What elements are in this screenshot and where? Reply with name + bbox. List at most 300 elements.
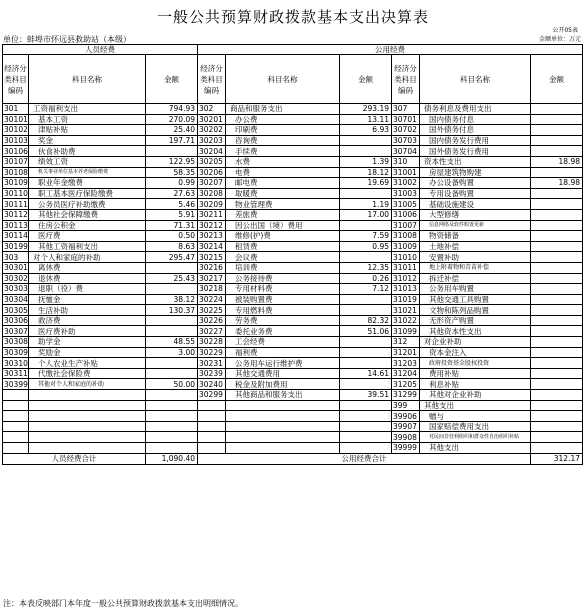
code-cell: 30311 [4,369,28,379]
name-cell: 国内债务付息 [420,114,531,125]
amount-cell [340,146,392,157]
code-cell: 30303 [4,284,28,294]
column-header-name: 科目名称 [226,55,340,104]
name-cell: 生活补助 [29,305,146,316]
name-cell: 文物和陈列品购置 [420,305,531,316]
code-cell: 30240 [198,379,226,390]
table-row [3,305,583,316]
amount-cell: 1.19 [340,199,392,210]
name-cell: 其他对企业补助 [420,390,531,401]
name-cell: 基本工资 [29,114,146,125]
code-cell: 30226 [198,315,226,326]
code-cell: 30225 [198,305,226,316]
name-cell: 办公费 [226,114,340,125]
code-cell: 30209 [198,199,226,210]
name-cell [226,443,340,454]
table-row [3,178,583,189]
amount-cell [146,262,198,273]
code-cell: 30227 [198,326,226,337]
amount-cell [146,358,198,369]
column-header-amount: 金额 [340,55,392,104]
amount-cell: 8.63 [146,241,198,252]
name-cell: 职工基本医疗保险缴费 [29,188,146,199]
column-header-amount: 金额 [531,55,583,104]
name-cell: 个人农业生产补贴 [29,358,146,369]
amount-cell: 51.06 [340,326,392,337]
code-cell: 31203 [392,358,420,369]
money-unit-label: 金额单位：万元 [538,36,581,43]
name-cell: 办公设备购置 [420,178,531,189]
amount-cell [531,379,583,390]
personnel-total-label: 人员经费合计 [3,453,146,464]
table-row [3,379,583,390]
code-cell: 30103 [4,136,28,146]
amount-cell: 197.71 [146,135,198,146]
amount-cell [531,199,583,210]
code-cell: 310 [392,156,420,167]
name-cell: 其他对个人和家庭的补助 [29,379,146,390]
table-row [3,390,583,401]
amount-cell: 38.12 [146,294,198,305]
name-cell: 税金及附加费用 [226,379,340,390]
personnel-section-header: 人员经费 [3,45,198,55]
code-cell: 31013 [392,284,420,295]
code-cell: 31205 [392,379,420,390]
name-cell: 其他支出 [420,400,531,411]
table-row [3,135,583,146]
amount-cell: 17.00 [340,209,392,220]
totals-row [3,453,583,464]
code-cell: 31019 [392,294,420,305]
code-cell: 30703 [392,135,420,146]
amount-cell: 39.51 [340,390,392,401]
name-cell: 公务用车运行维护费 [226,358,340,369]
code-cell [3,443,29,454]
public-total-value: 312.17 [531,453,583,464]
code-cell [3,421,29,432]
code-cell: 30199 [4,242,28,252]
name-cell: 公务用车购置 [420,284,531,295]
name-cell: 邮电费 [226,178,340,189]
amount-cell [340,421,392,432]
amount-cell [531,241,583,252]
table-row [3,146,583,157]
amount-cell [531,368,583,379]
code-cell: 30399 [4,379,28,389]
amount-cell: 0.50 [146,231,198,242]
code-cell: 30101 [4,114,28,124]
amount-cell [146,284,198,295]
name-cell: 伙食补助费 [29,146,146,157]
amount-cell [531,104,583,115]
code-cell: 30310 [4,358,28,368]
code-cell: 30224 [198,294,226,305]
table-row [3,443,583,454]
public-section-header: 公用经费 [198,45,583,55]
amount-cell: 12.35 [340,262,392,273]
amount-cell [340,337,392,348]
code-cell: 31001 [392,167,420,178]
table-row [3,315,583,326]
name-cell: 房屋建筑物购建 [420,167,531,178]
code-cell [198,421,226,432]
column-header-name: 科目名称 [29,55,146,104]
column-header-code: 经济分类科目编码 [392,55,420,104]
code-cell: 30215 [198,252,226,263]
code-cell: 30106 [4,146,28,156]
name-cell: 退职（役）费 [29,284,146,295]
name-cell [226,432,340,443]
name-cell: 助学金 [29,337,146,348]
name-cell: 其他社会保障缴费 [29,209,146,220]
table-row [3,358,583,369]
code-cell: 302 [198,104,226,115]
name-cell: 医疗费 [29,231,146,242]
table-row [3,273,583,284]
code-cell: 39906 [392,411,420,422]
code-cell: 301 [3,104,29,115]
code-cell: 39908 [392,432,420,443]
table-row [3,114,583,125]
amount-cell: 82.32 [340,315,392,326]
amount-cell: 13.11 [340,114,392,125]
personnel-total-value: 1,090.40 [146,453,198,464]
name-cell: 代缴社会保险费 [29,368,146,379]
name-cell: 拆迁补偿 [420,273,531,284]
form-number: 公开05表 [552,27,578,34]
table-row [3,421,583,432]
code-cell: 30239 [198,368,226,379]
name-cell: 租赁费 [226,241,340,252]
amount-cell: 122.95 [146,156,198,167]
name-cell: 抚恤金 [29,294,146,305]
amount-cell: 25.40 [146,125,198,136]
report-title: 一般公共预算财政拨款基本支出决算表 [156,8,429,26]
code-cell: 30309 [4,347,28,357]
amount-cell [340,358,392,369]
amount-cell [340,443,392,454]
code-cell: 30207 [198,178,226,189]
table-row [3,400,583,411]
name-cell: 对企业补助 [420,337,531,348]
name-cell [226,411,340,422]
amount-cell: 25.43 [146,273,198,284]
code-cell: 31011 [392,262,420,273]
name-cell: 电费 [226,167,340,178]
name-cell: 职业年金缴费 [29,178,146,189]
amount-cell [340,252,392,263]
amount-cell [146,411,198,422]
name-cell [29,443,146,454]
amount-cell: 18.98 [531,178,583,189]
name-cell: 公务接待费 [226,273,340,284]
name-cell: 手续费 [226,146,340,157]
name-cell: 退休费 [29,273,146,284]
name-cell: 其他工资福利支出 [29,241,146,252]
amount-cell [340,379,392,390]
code-cell: 30201 [198,114,226,125]
table-row [3,125,583,136]
name-cell: 水费 [226,156,340,167]
code-cell: 30113 [4,220,28,230]
name-cell: 国外债务发行费用 [420,146,531,157]
amount-cell [340,188,392,199]
name-cell: 物资储备 [420,231,531,242]
name-cell: 其他支出 [420,443,531,454]
code-cell: 30302 [4,273,28,283]
amount-cell [531,135,583,146]
name-cell: 专用设备购置 [420,188,531,199]
amount-cell [531,167,583,178]
code-cell: 30213 [198,231,226,242]
name-cell: 其他商品和服务支出 [226,390,340,401]
name-cell: 印刷费 [226,125,340,136]
name-cell: 福利费 [226,347,340,358]
amount-cell: 27.63 [146,188,198,199]
name-cell: 差旅费 [226,209,340,220]
name-cell: 被装购置费 [226,294,340,305]
column-header-code: 经济分类科目编码 [198,55,226,104]
table-row [3,104,583,115]
name-cell: 取暖费 [226,188,340,199]
code-cell: 39907 [392,421,420,432]
code-cell [198,443,226,454]
amount-cell [340,432,392,443]
code-cell: 30301 [4,263,28,273]
name-cell: 咨询费 [226,135,340,146]
name-cell: 其他交通费用 [226,368,340,379]
code-cell: 30205 [198,156,226,167]
code-cell [198,432,226,443]
column-header-name: 科目名称 [420,55,531,104]
name-cell: 救济费 [29,315,146,326]
name-cell: 机关事业单位基本养老保险缴费 [29,167,146,178]
name-cell [29,400,146,411]
code-cell: 31012 [392,273,420,284]
section-header-row [3,45,583,55]
code-cell: 31204 [392,368,420,379]
code-cell [198,411,226,422]
column-header-row [3,55,583,104]
table-row [3,284,583,295]
name-cell [226,421,340,432]
code-cell: 30218 [198,284,226,295]
code-cell: 30231 [198,358,226,369]
name-cell: 工资福利支出 [29,104,146,115]
name-cell: 信息网络及软件购置更新 [420,220,531,231]
code-cell [3,411,29,422]
amount-cell [531,315,583,326]
amount-cell [340,305,392,316]
amount-cell: 58.35 [146,167,198,178]
table-row [3,241,583,252]
amount-cell [146,368,198,379]
amount-cell: 6.93 [340,125,392,136]
amount-cell: 293.19 [340,104,392,115]
name-cell: 工会经费 [226,337,340,348]
name-cell: 住房公积金 [29,220,146,231]
amount-cell [531,294,583,305]
code-cell: 30111 [4,199,28,209]
code-cell: 30228 [198,337,226,348]
column-header-amount: 金额 [146,55,198,104]
footnote: 注：本表反映部门本年度一般公共预算财政拨款基本支出明细情况。 [3,599,243,608]
code-cell: 39999 [392,443,420,454]
name-cell: 劳务费 [226,315,340,326]
amount-cell: 7.59 [340,231,392,242]
amount-cell [531,188,583,199]
code-cell: 31009 [392,241,420,252]
amount-cell: 794.93 [146,104,198,115]
amount-cell [531,262,583,273]
name-cell: 资本性支出 [420,156,531,167]
name-cell: 医疗费补助 [29,326,146,337]
table-row [3,167,583,178]
amount-cell [531,443,583,454]
amount-cell: 71.31 [146,220,198,231]
name-cell: 专用燃料费 [226,305,340,316]
table-row [3,252,583,263]
code-cell: 30208 [198,188,226,199]
amount-cell [340,411,392,422]
amount-cell [531,421,583,432]
code-cell: 30211 [198,209,226,220]
code-cell: 30107 [4,157,28,167]
code-cell: 30203 [198,135,226,146]
name-cell: 政府投资基金股权投资 [420,358,531,369]
name-cell: 维修(护)费 [226,231,340,242]
amount-cell [531,114,583,125]
name-cell: 培训费 [226,262,340,273]
name-cell: 绩效工资 [29,156,146,167]
code-cell: 30305 [4,305,28,315]
amount-cell [531,209,583,220]
name-cell [29,421,146,432]
code-cell: 30110 [4,189,28,199]
code-cell: 30307 [4,326,28,336]
amount-cell [531,347,583,358]
code-cell: 30701 [392,114,420,125]
amount-cell: 7.12 [340,284,392,295]
code-cell: 30202 [198,125,226,136]
name-cell: 物业管理费 [226,199,340,210]
amount-cell: 0.26 [340,273,392,284]
amount-cell [340,294,392,305]
name-cell: 利息补贴 [420,379,531,390]
amount-cell: 48.55 [146,337,198,348]
name-cell: 基础设施建设 [420,199,531,210]
name-cell: 安置补助 [420,252,531,263]
amount-cell [146,443,198,454]
name-cell: 国家赔偿费用支出 [420,421,531,432]
amount-cell: 0.99 [146,178,198,189]
code-cell: 30108 [4,167,28,177]
code-cell: 31021 [392,305,420,316]
code-cell: 31299 [392,390,420,401]
amount-cell [531,146,583,157]
name-cell: 津贴补贴 [29,125,146,136]
name-cell: 债务利息及费用支出 [420,104,531,115]
amount-cell [340,135,392,146]
table-row [3,156,583,167]
code-cell: 31099 [392,326,420,337]
amount-cell: 270.09 [146,114,198,125]
name-cell [226,400,340,411]
name-cell: 奖励金 [29,347,146,358]
table-row [3,347,583,358]
amount-cell: 0.95 [340,241,392,252]
amount-cell [340,347,392,358]
table-row [3,432,583,443]
name-cell: 赠与 [420,411,531,422]
amount-cell: 18.12 [340,167,392,178]
amount-cell: 5.91 [146,209,198,220]
name-cell [29,411,146,422]
amount-cell [146,326,198,337]
amount-cell [531,273,583,284]
name-cell: 公务员医疗补助缴费 [29,199,146,210]
amount-cell [146,315,198,326]
amount-cell [531,337,583,348]
amount-cell: 50.00 [146,379,198,390]
table-row [3,262,583,273]
amount-cell: 5.46 [146,199,198,210]
amount-cell [531,231,583,242]
code-cell: 30114 [4,231,28,241]
name-cell: 无形资产购置 [420,315,531,326]
code-cell: 31201 [392,347,420,358]
code-cell: 30702 [392,125,420,136]
public-total-label: 公用经费合计 [198,453,531,464]
code-cell: 399 [392,400,420,411]
code-cell: 312 [392,337,420,348]
code-cell: 30204 [198,146,226,157]
amount-cell: 3.00 [146,347,198,358]
name-cell: 国内债务发行费用 [420,135,531,146]
amount-cell [531,400,583,411]
name-cell: 其他资本性支出 [420,326,531,337]
amount-cell: 14.61 [340,368,392,379]
table-row [3,209,583,220]
code-cell [3,400,29,411]
code-cell: 30304 [4,294,28,304]
amount-cell [146,421,198,432]
name-cell [29,390,146,401]
code-cell: 30206 [198,167,226,178]
expenditure-table [2,44,583,465]
table-row [3,220,583,231]
unit-label: 单位：蚌埠市怀远县救助站（本级） [3,35,131,44]
name-cell: 土地补偿 [420,241,531,252]
table-row [3,411,583,422]
name-cell: 专用材料费 [226,284,340,295]
code-cell [3,432,29,443]
code-cell: 30308 [4,337,28,347]
amount-cell [146,146,198,157]
amount-cell [146,432,198,443]
amount-cell [340,220,392,231]
code-cell: 307 [392,104,420,115]
amount-cell [531,326,583,337]
table-row [3,188,583,199]
name-cell: 会议费 [226,252,340,263]
name-cell: 大型修缮 [420,209,531,220]
name-cell: 离休费 [29,262,146,273]
table-row [3,199,583,210]
code-cell: 31010 [392,252,420,263]
amount-cell: 130.37 [146,305,198,316]
code-cell: 30299 [198,390,226,401]
